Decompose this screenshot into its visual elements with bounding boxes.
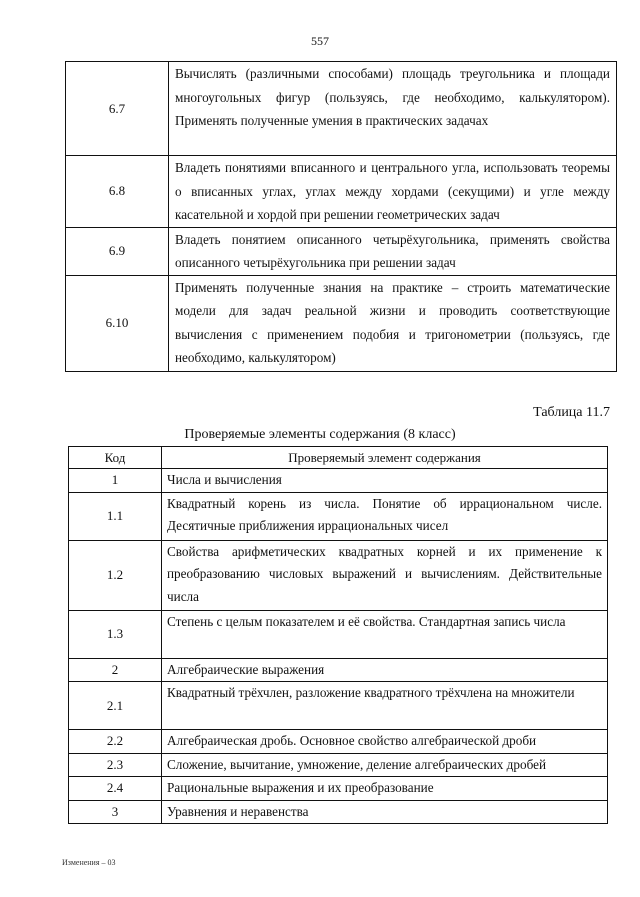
header-code: Код	[69, 447, 162, 469]
revision-footer: Изменения – 03	[62, 858, 116, 867]
row-code: 1.2	[69, 540, 162, 610]
row-code: 2.1	[69, 682, 162, 730]
table-row	[69, 610, 608, 658]
table-row	[69, 658, 608, 682]
row-text: Квадратный трёхчлен, разложение квадратного трёхчлена на множители	[162, 682, 608, 730]
table-row	[69, 800, 608, 824]
row-code: 2	[69, 658, 162, 682]
row-text: Владеть понятиями вписанного и центрального угла, использовать теоремы о вписанных углах, углах между хордами (секущими) и угле между касательной и хордой при решении геометрических задач	[169, 156, 617, 228]
row-text: Вычислять (различными способами) площадь треугольника и площади многоугольных фигур (пользуясь, где необходимо, калькулятором). Применять полученные умения в практических задачах	[169, 62, 617, 156]
row-text: Рациональные выражения и их преобразование	[162, 777, 608, 801]
row-code: 1	[69, 469, 162, 493]
table-row	[66, 156, 617, 228]
row-code: 6.7	[66, 62, 169, 156]
row-text: Сложение, вычитание, умножение, деление алгебраических дробей	[162, 753, 608, 777]
row-text: Применять полученные знания на практике – строить математические модели для задач реальной жизни и проводить соответствующие вычисления с применением подобия и тригонометрии (пользуясь, где необходимо, калькулятором)	[169, 275, 617, 371]
header-element: Проверяемый элемент содержания	[162, 447, 608, 469]
row-code: 2.2	[69, 730, 162, 754]
row-text: Степень с целым показателем и её свойства. Стандартная запись числа	[162, 610, 608, 658]
table-row	[66, 227, 617, 275]
row-text: Алгебраические выражения	[162, 658, 608, 682]
row-code: 2.3	[69, 753, 162, 777]
row-code: 1.1	[69, 492, 162, 540]
row-code: 2.4	[69, 777, 162, 801]
row-text: Свойства арифметических квадратных корней и их применение к преобразованию числовых выражений и вычислениям. Действительные числа	[162, 540, 608, 610]
table-caption: Проверяемые элементы содержания (8 класс)	[184, 427, 456, 442]
row-code: 6.10	[66, 275, 169, 371]
table-row	[69, 682, 608, 730]
row-code: 6.9	[66, 227, 169, 275]
row-code: 6.8	[66, 156, 169, 228]
page-number: 557	[311, 34, 329, 48]
content-elements-table	[68, 446, 608, 824]
table-row	[66, 62, 617, 156]
table-row	[69, 730, 608, 754]
table-row	[69, 777, 608, 801]
row-text: Квадратный корень из числа. Понятие об иррациональном числе. Десятичные приближения иррациональных чисел	[162, 492, 608, 540]
table-row	[69, 540, 608, 610]
row-text: Владеть понятием описанного четырёхугольника, применять свойства описанного четырёхугольника при решении задач	[169, 227, 617, 275]
table-row	[66, 275, 617, 371]
table-row	[69, 753, 608, 777]
table-row	[69, 469, 608, 493]
row-text: Уравнения и неравенства	[162, 800, 608, 824]
row-code: 1.3	[69, 610, 162, 658]
table-header-row	[69, 447, 608, 469]
table-label: Таблица 11.7	[533, 405, 610, 420]
table-row	[69, 492, 608, 540]
outcomes-table	[65, 61, 617, 372]
row-code: 3	[69, 800, 162, 824]
row-text: Алгебраическая дробь. Основное свойство алгебраической дроби	[162, 730, 608, 754]
row-text: Числа и вычисления	[162, 469, 608, 493]
